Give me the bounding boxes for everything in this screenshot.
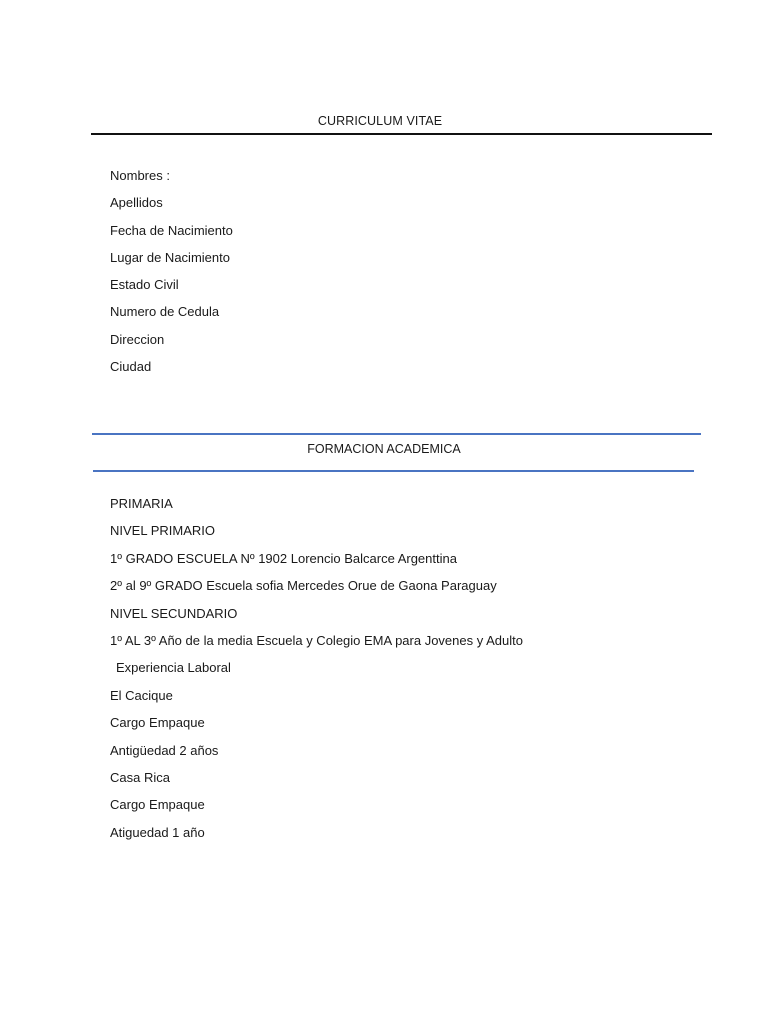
document-title: CURRICULUM VITAE xyxy=(317,114,443,128)
list-item: 2º al 9º GRADO Escuela sofia Mercedes Orue de Gaona Paraguay xyxy=(110,578,497,594)
list-item: Atiguedad 1 año xyxy=(110,824,205,840)
section-divider-top xyxy=(92,433,701,435)
section-divider-bottom xyxy=(93,470,694,472)
personal-info-list xyxy=(110,167,233,385)
field-direccion: Direccion xyxy=(110,331,165,347)
field-fecha-nacimiento: Fecha de Nacimiento xyxy=(110,222,233,238)
list-item: El Cacique xyxy=(110,687,173,703)
field-ciudad: Ciudad xyxy=(110,359,152,375)
list-item: 1º GRADO ESCUELA Nº 1902 Lorencio Balcarce Argenttina xyxy=(110,550,457,566)
field-nombres: Nombres : xyxy=(110,168,170,183)
list-item: 1º AL 3º Año de la media Escuela y Colegio EMA para Jovenes y Adulto xyxy=(110,632,523,648)
title-divider xyxy=(91,133,712,135)
field-apellidos: Apellidos xyxy=(110,195,163,211)
section-title-formacion: FORMACION ACADEMICA xyxy=(307,442,461,456)
experience-heading: Experiencia Laboral xyxy=(116,660,231,676)
list-item: PRIMARIA xyxy=(110,496,173,511)
field-numero-cedula: Numero de Cedula xyxy=(110,304,220,320)
field-lugar-nacimiento: Lugar de Nacimiento xyxy=(110,249,230,265)
list-item: Cargo Empaque xyxy=(110,715,205,731)
field-estado-civil: Estado Civil xyxy=(110,277,179,293)
list-item: Cargo Empaque xyxy=(110,797,205,813)
list-item: Casa Rica xyxy=(110,769,170,785)
list-item: NIVEL SECUNDARIO xyxy=(110,605,238,621)
list-item: NIVEL PRIMARIO xyxy=(110,523,215,539)
academic-list xyxy=(110,495,523,851)
list-item: Antigüedad 2 años xyxy=(110,742,219,758)
